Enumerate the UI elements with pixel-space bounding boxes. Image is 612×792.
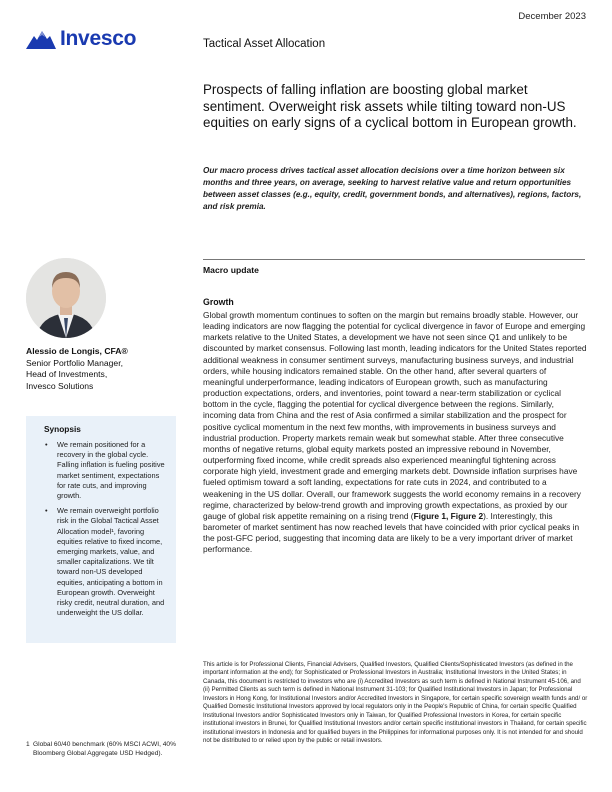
mountain-logo-icon	[26, 29, 56, 49]
author-role: Senior Portfolio Manager,	[26, 357, 123, 368]
synopsis-item	[44, 506, 166, 618]
figure-reference: Figure 1, Figure 2	[413, 510, 484, 521]
footnote	[26, 740, 176, 758]
footnote-text: Global 60/40 benchmark (60% MSCI ACWI, 40% Bloomberg Global Aggregate USD Hedged).	[33, 741, 176, 758]
author-photo	[26, 258, 106, 338]
author-unit: Invesco Solutions	[26, 380, 94, 391]
macro-update-heading: Macro update	[203, 265, 259, 275]
headline: Prospects of falling inflation are boosting global market sentiment. Overweight risk assets while tilting toward non-US equities on early signs of a cyclical bottom in European growth.	[203, 82, 577, 130]
intro-paragraph: Our macro process drives tactical asset allocation decisions over a time horizon between six months and three years, on average, seeking to harvest relative value and return opportunities between asset classes (e.g., equity, credit, government bonds, and alternatives), regions, factors, and risk premia.	[203, 166, 582, 211]
growth-text-part-2: ). Interestingly, this barometer of market sentiment has now reached levels that have coincided with prior cyclical peaks in the post-GFC period, suggesting that incoming data are likely to be a very important driver of market performance.	[203, 510, 580, 555]
synopsis-list	[44, 440, 166, 618]
synopsis-item-text: We remain positioned for a recovery in the global cycle. Falling inflation is fueling positive market sentiment, expectations for rate cuts, and improving growth.	[57, 440, 165, 501]
synopsis-title: Synopsis	[44, 424, 81, 434]
growth-heading: Growth	[203, 297, 234, 307]
synopsis-box	[26, 416, 176, 643]
invesco-logo	[26, 27, 136, 51]
growth-text-part-1: Global growth momentum continues to soften on the margin but remains broadly stable. However, our leading indicators are now flagging the potential for cyclical divergence in favor of Europe and emerging markets relative to the United States, a development we have not seen since Q1 and unlikely to be discounted by market consensus. Following last month, leading indicators for the United States reported additional weakness in consumer sentiment surveys, manufacturing business surveys, and industrial orders, while housing indicators remained stable. On the other hand, after several quarters of meaningful underperformance, leading indicators of European growth, such as manufacturing production expectations, orders, and inventories, point toward a near-term stabilization or cyclical bottom in the cycle, flagging the potential for cyclical divergence between the regions. Similarly, incoming data from China and the rest of Asia confirmed a similar stabilization and the prospect for positive cyclical momentum in the next few months, with improvements in business surveys and industrial production. Property markets remain weak but somewhat stable. After three consecutive months of negative returns, global equity markets posted an impressive rebound in November, outperforming fixed income, while credit spreads also experienced meaningful tightening across corporate high yield, investment grade and emerging markets debt. Downside inflation surprises have fueled optimism toward a soft landing, expectations for rate cuts in 2024, and contributed to a weakening in the US dollar. Overall, our framework suggests the world economy remains in a recovery regime, characterized by below-trend growth and improving growth expectations, as proxied by our gauge of global risk appetite remaining on a rising trend (	[203, 310, 587, 521]
brand-name: Invesco	[60, 27, 137, 50]
author-name: Alessio de Longis, CFA®	[26, 346, 128, 356]
section-divider	[203, 259, 585, 260]
growth-paragraph	[203, 310, 588, 555]
document-title: Tactical Asset Allocation	[203, 38, 326, 50]
disclaimer: This article is for Professional Clients, Financial Advisers, Qualified Investors, Qualified Clients/Sophisticated Investors (as defined in the important information at the end); for Sophisticated or Professional Investors in Australia; Institutional Investors in the United States; in Canada, this document is restricted to investors who are (i) Accredited Investors as such term is defined in National Instrument 45-106, and (ii) Permitted Clients as such term is defined in National Instrument 31-103; for Qualified Institutional Investors in Japan; for Professional Investors in Hong Kong, for Institutional Investors and/or Accredited Investors in Singapore, for certain specific sovereign wealth funds and/ or Qualified Domestic Institutional Investors approved by local regulators only in the People's Republic of China, for certain specific Qualified Institutional Investors and/or Sophisticated Investors only in Taiwan, for Qualified Professional Investors in Korea, for certain specific institutional investors in Brunei, for Qualified Institutional Investors and/or certain specific institutional investors in Thailand, for certain specific institutional investors in Indonesia and for qualified buyers in the Philippines for informational purposes only. It is not intended for and should not be distributed to or relied upon by the public or retail investors.	[203, 661, 588, 745]
synopsis-item	[44, 440, 166, 501]
author-block	[26, 346, 176, 392]
synopsis-item-text: We remain overweight portfolio risk in the Global Tactical Asset Allocation model¹, favoring equities relative to fixed income, emerging markets, value, and smaller capitalizations. We tilt toward non-US developed equities, anticipating a bottom in European growth. Overweight risky credit, neutral duration, and underweight the US dollar.	[57, 506, 165, 618]
bullet-icon: •	[45, 440, 48, 449]
report-date: December 2023	[518, 11, 586, 22]
footnote-number: 1	[26, 741, 30, 748]
bullet-icon: •	[45, 506, 48, 516]
author-department: Head of Investments,	[26, 369, 108, 380]
